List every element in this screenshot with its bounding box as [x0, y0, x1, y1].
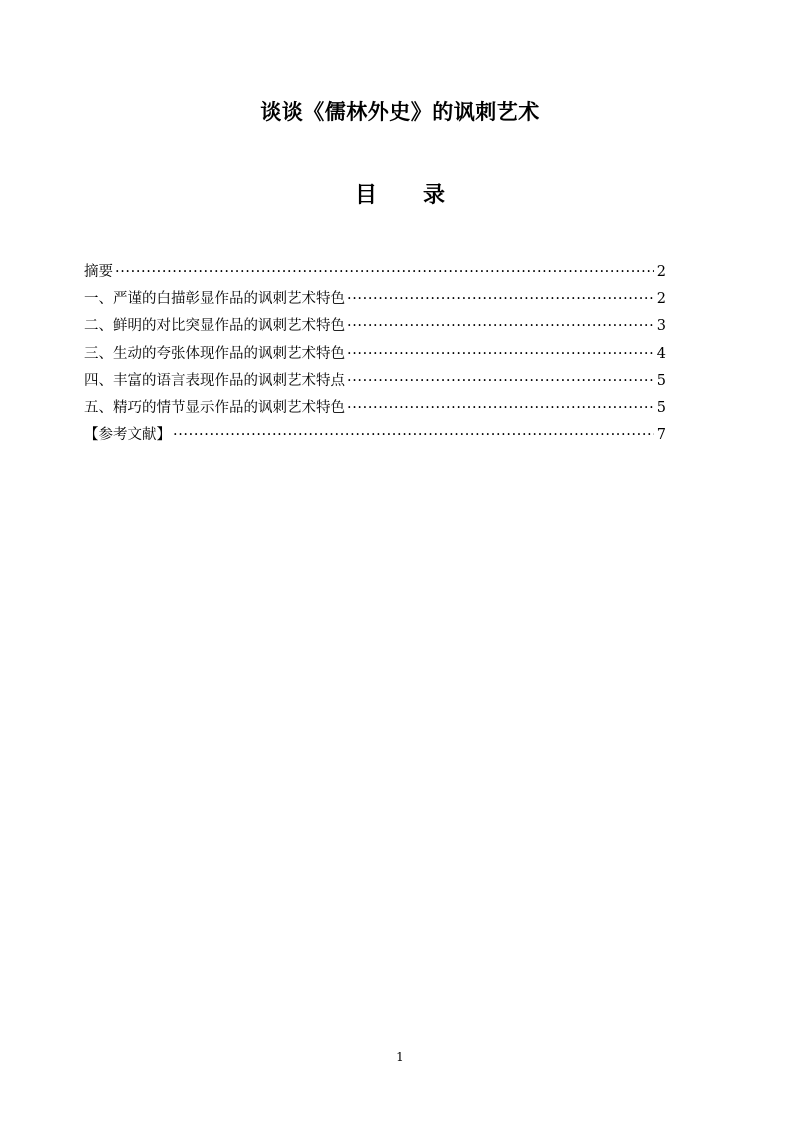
toc-entry-section-5[interactable] [84, 395, 666, 422]
toc-leader-dots [173, 422, 654, 449]
toc-entry-references[interactable] [84, 422, 666, 449]
toc-entry-label: 二、鲜明的对比突显作品的讽刺艺术特色 [84, 318, 345, 335]
toc-entry-page: 5 [656, 372, 666, 389]
toc-leader-dots [347, 341, 654, 368]
page-number: 1 [396, 1050, 404, 1064]
document-title: 谈谈《儒林外史》的讽刺艺术 [260, 100, 540, 124]
toc-leader-dots [347, 286, 654, 313]
toc-entry-abstract[interactable] [84, 259, 666, 286]
toc-entry-section-2[interactable] [84, 313, 666, 340]
toc-heading [0, 178, 800, 209]
toc-entry-label: 五、精巧的情节显示作品的讽刺艺术特色 [84, 399, 345, 416]
toc-entry-page: 7 [656, 427, 666, 444]
toc-leader-dots [347, 368, 654, 395]
toc-heading-char-2: 录 [423, 183, 446, 208]
toc-entry-label: 一、严谨的白描彰显作品的讽刺艺术特色 [84, 291, 345, 308]
toc-heading-char-1: 目 [354, 183, 377, 208]
toc-entry-page: 4 [656, 345, 666, 362]
toc-entry-label: 三、生动的夸张体现作品的讽刺艺术特色 [84, 345, 345, 362]
toc-entry-label: 【参考文献】 [84, 427, 171, 444]
toc-leader-dots [347, 395, 654, 422]
toc-entry-section-1[interactable] [84, 286, 666, 313]
toc-entry-page: 5 [656, 399, 666, 416]
toc-entry-section-3[interactable] [84, 341, 666, 368]
toc-entry-section-4[interactable] [84, 368, 666, 395]
table-of-contents [84, 259, 666, 449]
toc-entry-label: 四、丰富的语言表现作品的讽刺艺术特点 [84, 372, 345, 389]
toc-entry-page: 2 [656, 264, 666, 280]
toc-leader-dots [347, 313, 654, 340]
toc-leader-dots [115, 259, 654, 286]
toc-entry-page: 3 [656, 318, 666, 335]
toc-entry-page: 2 [656, 291, 666, 308]
toc-entry-label: 摘要 [84, 264, 113, 280]
